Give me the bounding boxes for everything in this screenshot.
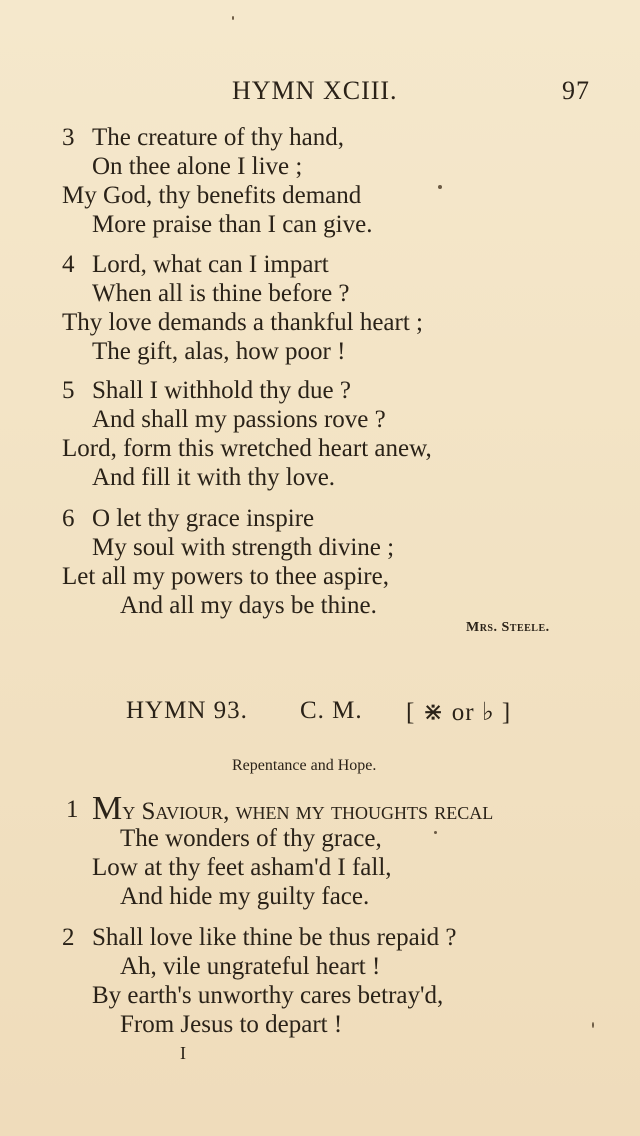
verse-line: More praise than I can give. bbox=[92, 211, 373, 238]
tune-note: [ ⋇ or ♭ ] bbox=[406, 699, 512, 726]
verse-line: The gift, alas, how poor ! bbox=[92, 338, 346, 365]
verse-line: On thee alone I live ; bbox=[92, 153, 303, 180]
stanza-number: 6 bbox=[62, 505, 75, 532]
verse-line: From Jesus to depart ! bbox=[120, 1011, 343, 1038]
verse-line: And hide my guilty face. bbox=[120, 883, 370, 910]
verse-line: Ah, vile ungrateful heart ! bbox=[120, 953, 381, 980]
stanza-number: 2 bbox=[62, 924, 75, 951]
verse-line: Shall love like thine be thus repaid ? bbox=[92, 924, 457, 951]
verse-line: Let all my powers to thee aspire, bbox=[62, 563, 389, 590]
page-number: 97 bbox=[562, 76, 590, 105]
paper-speck bbox=[438, 185, 442, 189]
verse-line: Shall I withhold thy due ? bbox=[92, 377, 351, 404]
running-head-title: HYMN XCIII. bbox=[232, 76, 398, 105]
verse-line: My God, thy benefits demand bbox=[62, 182, 362, 209]
stanza-number: 4 bbox=[62, 251, 75, 278]
paper-speck bbox=[232, 16, 234, 20]
verse-line: When all is thine before ? bbox=[92, 280, 350, 307]
verse-line: And all my days be thine. bbox=[120, 592, 377, 619]
stanza-number: 3 bbox=[62, 124, 75, 151]
verse-line: The creature of thy hand, bbox=[92, 124, 344, 151]
verse-line: My soul with strength divine ; bbox=[92, 534, 395, 561]
verse-line: Thy love demands a thankful heart ; bbox=[62, 309, 423, 336]
paper-speck bbox=[434, 831, 437, 834]
verse-line: And fill it with thy love. bbox=[92, 464, 336, 491]
verse-line: Low at thy feet asham'd I fall, bbox=[92, 854, 392, 881]
stanza-number: 1 bbox=[66, 796, 79, 823]
verse-line: The wonders of thy grace, bbox=[120, 825, 382, 852]
verse-line: By earth's unworthy cares betray'd, bbox=[92, 982, 444, 1009]
drop-initial: M bbox=[92, 790, 123, 827]
first-line bbox=[92, 790, 493, 828]
paper-speck bbox=[592, 1022, 594, 1028]
stanza-number: 5 bbox=[62, 377, 75, 404]
verse-line: y Saviour, when my thoughts recal bbox=[122, 798, 494, 825]
hymn-heading-number: HYMN 93. bbox=[126, 697, 248, 724]
verse-line: O let thy grace inspire bbox=[92, 505, 315, 532]
verse-line: Lord, form this wretched heart anew, bbox=[62, 435, 432, 462]
signature-mark: I bbox=[180, 1043, 186, 1063]
verse-line: And shall my passions rove ? bbox=[92, 406, 386, 433]
verse-line: Lord, what can I impart bbox=[92, 251, 329, 278]
hymn-heading-meter: C. M. bbox=[300, 697, 363, 724]
attribution: Mrs. Steele. bbox=[466, 620, 550, 635]
hymn-subtitle: Repentance and Hope. bbox=[232, 757, 377, 774]
